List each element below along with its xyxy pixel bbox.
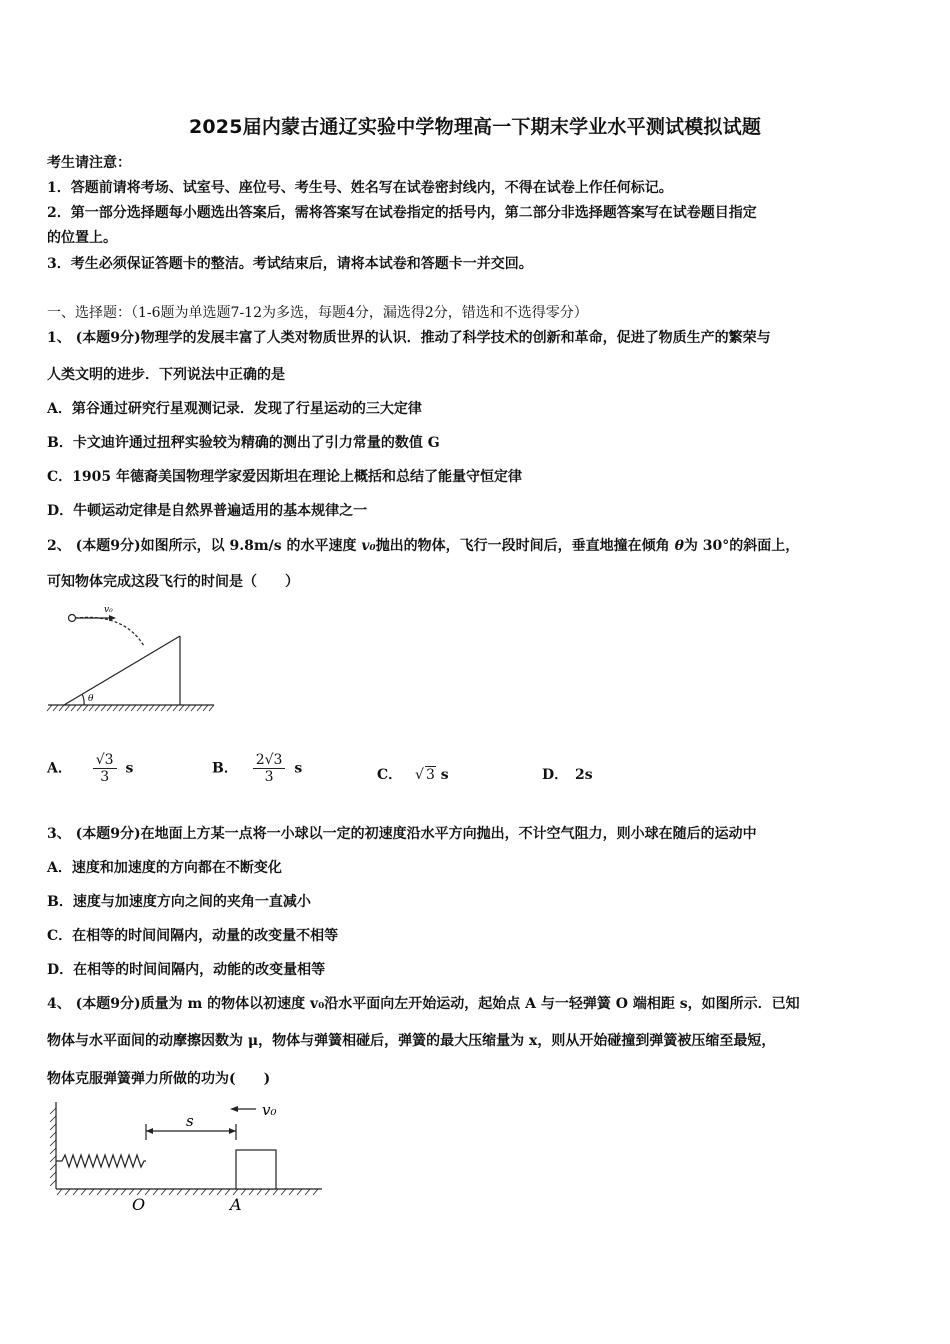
q4-stem-line1: 4、 (本题9分)质量为 m 的物体以初速度 v₀沿水平面向左开始运动，起始点 A 与一轻弹簧 O 端相距 s，如图所示．已知 [47,996,800,1012]
notice-item-1: 1．答题前请将考场、试室号、座位号、考生号、姓名写在试卷密封线内，不得在试卷上作任何标记。 [47,180,673,196]
q3-option-a: A．速度和加速度的方向都在不断变化 [47,860,282,876]
q1-stem-line2: 人类文明的进步．下列说法中正确的是 [47,367,285,383]
fig-s-label: s [186,1112,194,1130]
incline-figure [44,598,219,718]
dimension-arrow-left-icon [146,1128,153,1134]
q3-option-b: B．速度与加速度方向之间的夹角一直减小 [47,894,311,910]
section-heading: 一、选择题：（1-6题为单选题7-12为多选，每题4分，漏选得2分，错选和不选得零分） [47,305,588,321]
q2-option-a-label: A． [47,760,72,777]
q1-option-c: C．1905 年德裔美国物理学家爱因斯坦在理论上概括和总结了能量守恒定律 [47,469,522,485]
q4-stem-line3: 物体克服弹簧弹力所做的功为( ) [47,1071,271,1087]
page-title: 2025届内蒙古通辽实验中学物理高一下期末学业水平测试模拟试题 [188,116,762,138]
fig-v0-label: v₀ [104,605,113,615]
notice-item-2: 2．第一部分选择题每小题选出答案后，需将答案写在试卷指定的括号内，第二部分非选择题答案写在试卷题目指定 [47,205,757,221]
spring-figure [44,1096,329,1216]
q1-option-a: A．第谷通过研究行星观测记录．发现了行星运动的三大定律 [47,401,422,417]
q2-stem-line1 [47,535,799,555]
q1-stem-line1: 1、 (本题9分)物理学的发展丰富了人类对物质世界的认识．推动了科学技术的创新和革命，促进了物质生产的繁荣与 [47,330,771,346]
q2-option-c [377,764,449,784]
velocity-arrow-icon [230,1106,238,1112]
q3-option-d: D．在相等的时间间隔内，动能的改变量相等 [47,962,326,978]
q2-option-c-radicand: 3 [425,767,435,783]
q2-option-d-label: D． [542,767,569,783]
q2-option-a-fraction [93,752,117,785]
q2-option-a-denominator: 3 [100,769,110,785]
fig-a-label: A [230,1195,242,1214]
q2-option-c-unit: s [440,767,449,783]
q2-option-a-unit: s [125,760,134,777]
q1-option-d: D．牛顿运动定律是自然界普遍适用的基本规律之一 [47,503,368,519]
q2-option-b-fraction [253,752,286,785]
q2-stem-mid: 抛出的物体，飞行一段时间后，垂直地撞在倾角 [375,538,675,554]
q3-stem: 3、 (本题9分)在地面上方某一点将一小球以一定的初速度沿水平方向抛出，不计空气阻力，则小球在随后的运动中 [47,826,757,842]
notice-item-3: 3．考生必须保证答题卡的整洁。考试结束后，请将本试卷和答题卡一并交回。 [47,256,533,272]
sqrt-icon: √ [415,767,424,783]
q2-stem-line2: 可知物体完成这段飞行的时间是（ ） [47,574,299,590]
q2-option-a-numerator: √3 [93,752,117,769]
q2-option-c-label: C． [377,767,403,783]
q2-stem-suffix: 为 30°的斜面上， [683,538,800,554]
q2-stem-prefix: 2、 (本题9分)如图所示，以 9.8m/s 的水平速度 [47,538,362,554]
q2-option-b [212,752,302,785]
fig-o-label: O [132,1195,146,1214]
q2-option-b-denominator: 3 [264,769,274,785]
notice-item-2-cont: 的位置上。 [47,230,117,246]
q2-option-b-numerator: 2√3 [253,752,286,769]
q3-option-c: C．在相等的时间间隔内，动量的改变量不相等 [47,928,339,944]
dimension-arrow-right-icon [229,1128,236,1134]
q2-option-d-value: 2s [575,767,593,783]
fig-v0-label-q4: v₀ [262,1101,277,1119]
q1-option-b: B．卡文迪许通过扭秤实验较为精确的测出了引力常量的数值 G [47,435,440,451]
notice-heading: 考生请注意： [47,155,131,171]
q2-option-d [542,764,593,784]
fig-theta-label: θ [88,694,94,704]
q2-v0: v₀ [361,538,376,554]
q2-option-b-unit: s [294,760,303,777]
q4-stem-line2: 物体与水平面间的动摩擦因数为 μ，物体与弹簧相碰后，弹簧的最大压缩量为 x，则从开始碰撞到弹簧被压缩至最短， [47,1033,776,1049]
q2-theta: θ [674,538,684,554]
q2-option-a [47,752,133,785]
q2-option-b-label: B． [212,760,238,777]
velocity-arrow-icon [109,615,116,621]
